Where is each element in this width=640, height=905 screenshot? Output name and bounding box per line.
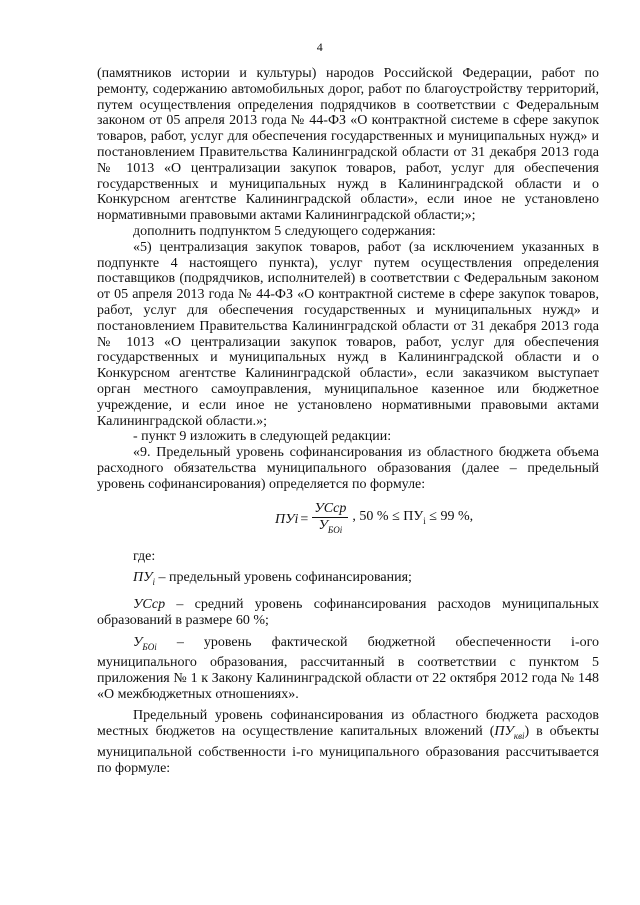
formula-condition: , 50 % ≤ $ПУ_i \le 99$ %, — [352, 509, 474, 527]
paragraph: «9. Предельный уровень софинансирования из областного бюджета объема расходного обязательства муниципального образования (далее – предельный уровень софинансирования) определяется по формуле: — [97, 445, 599, 492]
paragraph: дополнить подпунктом 5 следующего содержания: — [133, 223, 436, 239]
paragraph: «5) централизация закупок товаров, работ (за исключением указанных в подпункте 4 настоящего пункта), услуг путем осуществления определения поставщиков (подрядчиков, исполнителей) в соответствии с Федеральным законом от 05 апреля 2013 года № 44-ФЗ «О контрактной системе в сфере закупок товаров, работ, услуг для обеспечения государственных и муниципальных нужд» и постановлением Правительства Калининградской области от 31 декабря 2013 года № 1013 «О централизации закупок товаров, работ, услуг для обеспечения государственных и муниципальных нужд в Калининградской области и о Конкурсном агентстве Калининградской области», если заказчиком выступает орган местного самоуправления, муниципальное казенное или бюджетное учреждение, и если иное не установлено нормативными правовыми актами Калининградской области.»; — [97, 239, 599, 429]
page-number: 4 — [316, 40, 324, 54]
formula-equals: = — [300, 511, 309, 527]
where-label: где: — [133, 548, 156, 564]
formula — [97, 501, 599, 539]
formula-numerator: УСср — [314, 501, 347, 517]
definition-item: $ПУ_i$ – предельный уровень софинансирования; — [133, 570, 412, 588]
paragraph: Предельный уровень софинансирования из областного бюджета расходов местных бюджетов на осуществление капитальных вложений $(ПУ_{квi})$ в объекты муниципальной собственности i-го муниципального образования рассчитывается по формуле: — [97, 708, 599, 776]
paragraph: (памятников истории и культуры) народов Российской Федерации, работ по ремонту, содержанию автомобильных дорог, работ по благоустройству территорий, путем осуществления определения подрядчиков в соответствии с Федеральным законом от 05 апреля 2013 года № 44-ФЗ «О контрактной системе в сфере закупок товаров, работ, услуг для обеспечения государственных и муниципальных нужд» и постановлением Правительства Калининградской области от 31 декабря 2013 года № 1013 «О централизации закупок товаров, работ, услуг для обеспечения государственных и муниципальных нужд в Калининградской области и о Конкурсном агентстве Калининградской области», если иное не установлено нормативными правовыми актами Калининградской области;»; — [97, 66, 599, 224]
formula-fraction — [312, 501, 348, 538]
document-body — [97, 66, 599, 776]
definition-item: УСср – средний уровень софинансирования расходов муниципальных образований в размере 60 %; — [97, 596, 599, 628]
formula-denominator: $У_{БОi}$ — [318, 518, 343, 535]
formula-lhs: ПУi — [275, 511, 299, 527]
definition-item: $У_{БОi}$ – уровень фактической бюджетной обеспеченности i-ого муниципального образования, рассчитанный в соответствии с пунктом 5 приложения № 1 к Закону Калининградской области от 22 октября 2012 года № 148 «О межбюджетных отношениях». — [97, 634, 599, 702]
paragraph: - пункт 9 изложить в следующей редакции: — [133, 429, 392, 445]
